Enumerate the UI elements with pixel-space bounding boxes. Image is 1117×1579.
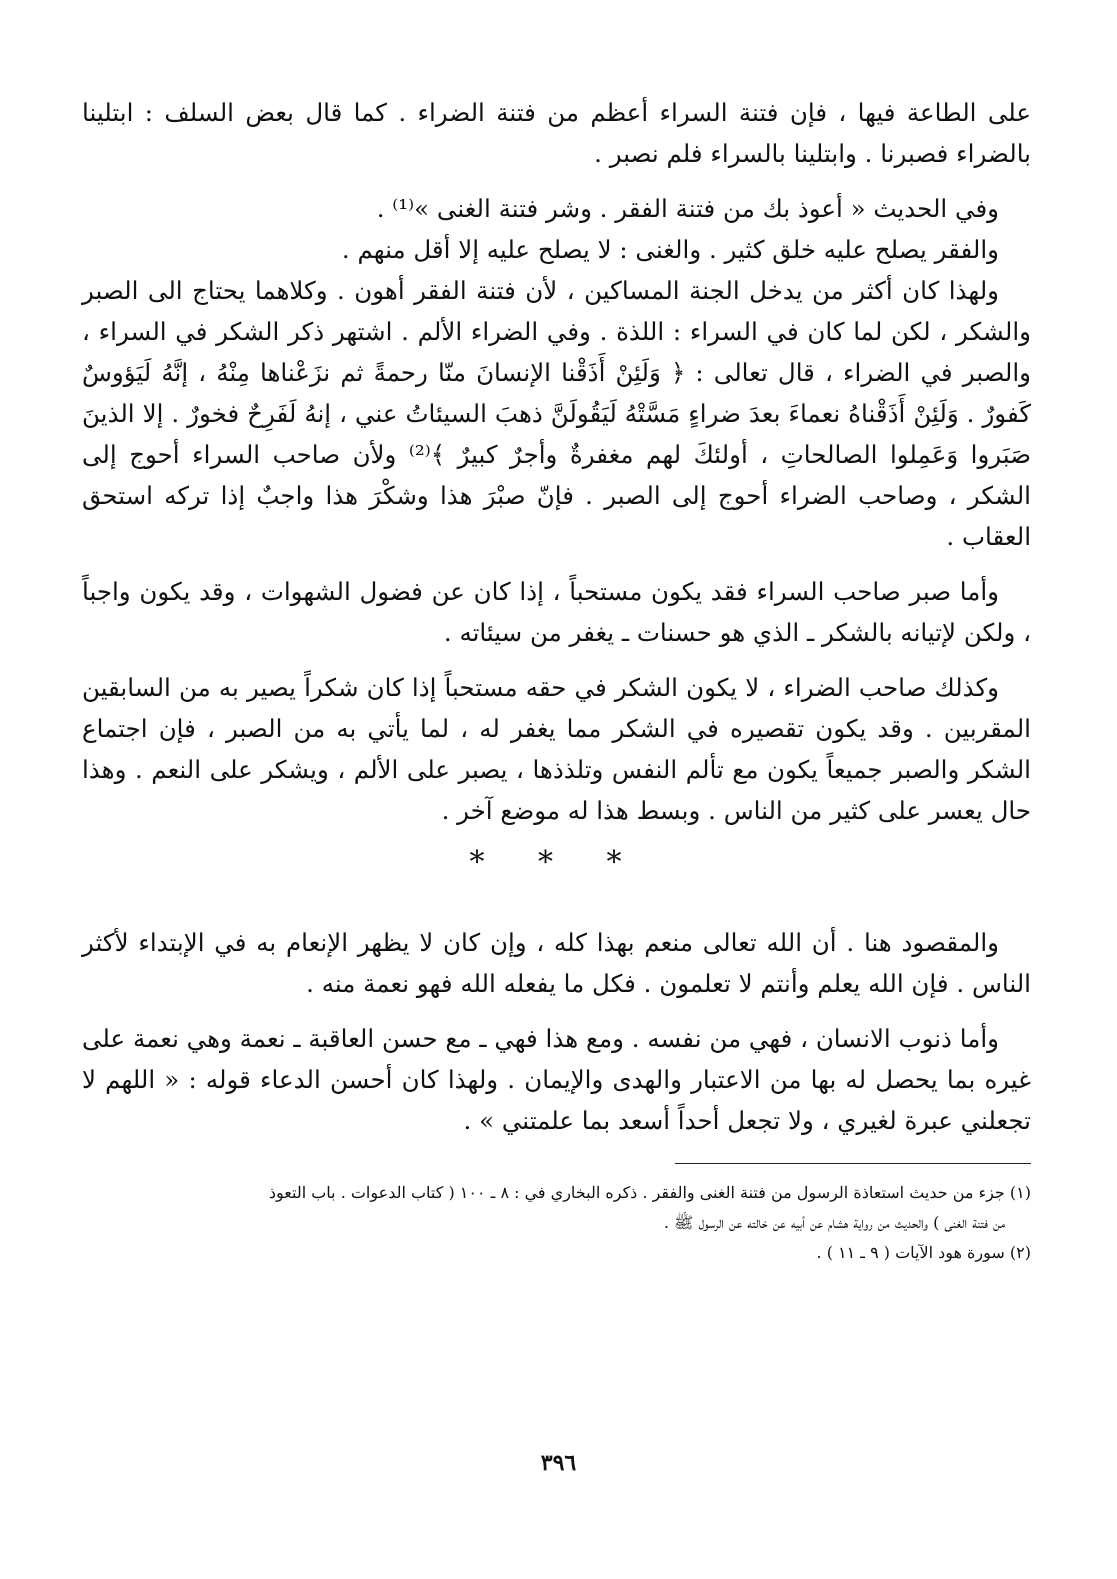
footnote-1 xyxy=(82,1178,1031,1238)
paragraph-8: وأما ذنوب الانسان ، فهي من نفسه . ومع هذا فهي ـ مع حسن العاقبة ـ نعمة وهي نعمة على غيره بما يحصل له بها من الاعتبار والهدى والإيمان . ولهذا كان أحسن الدعاء قوله : « اللهم لا تجعلني عبرة لغيري ، ولا تجعل أحداً أسعد بما علمتني » . xyxy=(82,1024,1031,1135)
paragraph-1: على الطاعة فيها ، فإن فتنة السراء أعظم من فتنة الضراء . كما قال بعض السلف : ابتلينا بالضراء فصبرنا . وابتلينا بالسراء فلم نصبر . xyxy=(82,98,1031,168)
footnote-2: (٢) سورة هود الآيات ( ٩ ـ ١١ ) . xyxy=(816,1243,1031,1262)
paragraph-5: وأما صبر صاحب السراء فقد يكون مستحباً ، إذا كان عن فضول الشهوات ، وقد يكون واجباً ، ولكن لإتيانه بالشكر ـ الذي هو حسنات ـ يغفر من سيئاته . xyxy=(82,577,1031,647)
footnote-1-line-2: من فتنة الغنى ) والحديث من رواية هشام عن أبيه عن خالته عن الرسول ﷺ . xyxy=(663,1213,1005,1232)
paragraph-3: والفقر يصلح عليه خلق كثير . والغنى : لا يصلح عليه إلا أقل منهم . xyxy=(341,235,999,264)
paragraph-2: وفي الحديث « أعوذ بك من فتنة الفقر . وشر فتنة الغنى »⁽¹⁾ . xyxy=(376,194,999,223)
section-separator: * * * xyxy=(469,845,644,880)
paragraph-6: وكذلك صاحب الضراء ، لا يكون الشكر في حقه مستحباً إذا كان شكراً يصير به من السابقين المقربين . وقد يكون تقصيره في الشكر مما يغفر له ، لما يأتي به من الصبر ، فإن اجتماع الشكر والصبر جميعاً يكون مع تألم النفس وتلذذها ، يصبر على الألم ، ويشكر على النعم . وهذا حال يعسر على كثير من الناس . وبسط هذا له موضع آخر . xyxy=(82,673,1031,825)
page-number: ٣٩٦ xyxy=(540,1450,577,1476)
footnote-1-line-1: (١) جزء من حديث استعاذة الرسول من فتنة الغنى والفقر . ذكره البخاري في : ٨ ـ ١٠٠ ( كتاب الدعوات . باب التعوذ xyxy=(268,1183,1031,1202)
paragraph-4: ولهذا كان أكثر من يدخل الجنة المساكين ، لأن فتنة الفقر أهون . وكلاهما يحتاج الى الصبر والشكر ، لكن لما كان في السراء : اللذة . وفي الضراء الألم . اشتهر ذكر الشكر في السراء ، والصبر في الضراء ، قال تعالى : ﴿ وَلَئِنْ أَذَقْنا الإنسانَ منّا رحمةً ثم نزَعْناها مِنْهُ ، إنَّهُ لَيَؤوسٌ كَفورٌ . وَلَئِنْ أَذَقْناهُ نعماءَ بعدَ ضراءٍ مَسَّتْهُ لَيَقُولَنَّ ذهبَ السيئاتُ عني ، إنهُ لَفَرِحٌ فخورٌ . إلا الذينَ صَبَروا وَعَمِلوا الصالحاتِ ، أولئكَ لهم مغفرةٌ وأجرٌ كبيرٌ ﴾⁽²⁾ ولأن صاحب السراء أحوج إلى الشكر ، وصاحب الضراء أحوج إلى الصبر . فإنّ صبْرَ هذا وشكْرَ هذا واجبٌ إذا تركه استحق العقاب . xyxy=(82,276,1032,551)
footnote-divider xyxy=(675,1163,1031,1164)
paragraph-7: والمقصود هنا . أن الله تعالى منعم بهذا كله ، وإن كان لا يظهر الإنعام به في الإبتداء لأكثر الناس . فإن الله يعلم وأنتم لا تعلمون . فكل ما يفعله الله فهو نعمة منه . xyxy=(82,928,1031,998)
